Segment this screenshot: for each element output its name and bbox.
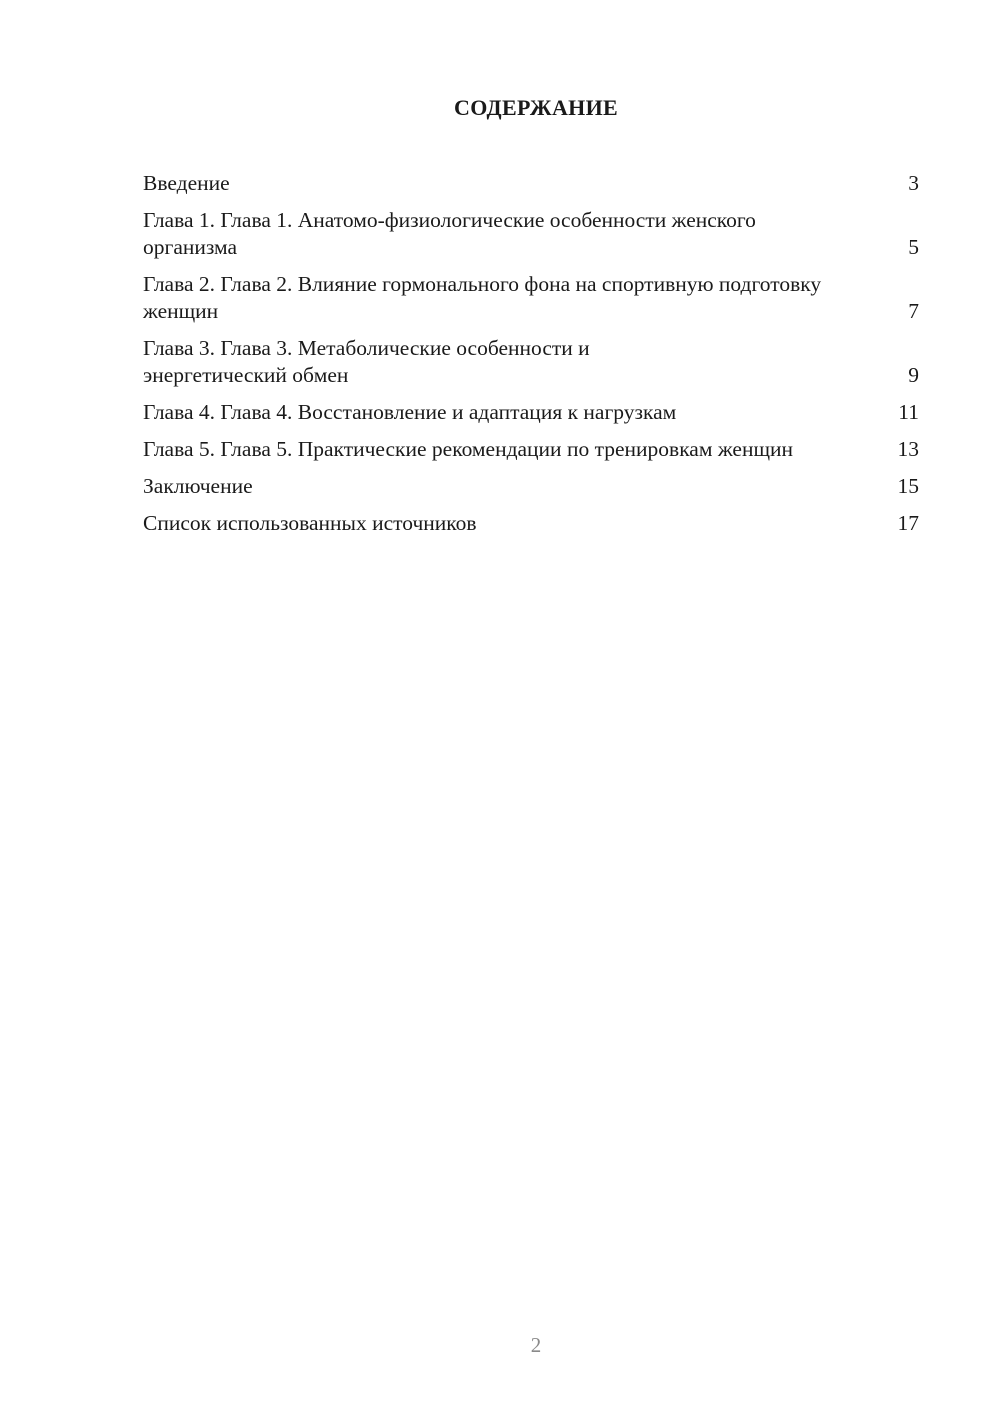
toc-entry-title: Глава 4. Глава 4. Восстановление и адаптация к нагрузкам [143, 400, 677, 424]
toc-entry-title: Список использованных источников [143, 511, 477, 535]
toc-entry-page: 7 [908, 299, 919, 323]
toc-entry-page: 5 [908, 235, 919, 259]
toc-list [143, 170, 919, 547]
toc-entry-title: Заключение [143, 474, 253, 498]
toc-entry-page: 13 [897, 437, 919, 461]
toc-entry-page: 11 [898, 400, 919, 424]
toc-entry-page: 17 [897, 511, 919, 535]
toc-entry-page: 15 [897, 474, 919, 498]
toc-entry-chapter-5 [143, 436, 919, 463]
toc-entry-chapter-1 [143, 207, 919, 261]
toc-entry-title: Глава 5. Глава 5. Практические рекомендации по тренировкам женщин [143, 437, 794, 461]
toc-entry-conclusion [143, 473, 919, 500]
toc-entry-introduction [143, 170, 919, 197]
toc-entry-title: Глава 2. Глава 2. Влияние гормонального фона на спортивную подготовку женщин [143, 272, 822, 323]
toc-heading: СОДЕРЖАНИЕ [454, 95, 618, 120]
page-number: 2 [530, 1333, 542, 1357]
toc-entry-chapter-3 [143, 335, 919, 389]
toc-entry-chapter-4 [143, 399, 919, 426]
toc-entry-title: Введение [143, 171, 230, 195]
toc-entry-title: Глава 3. Глава 3. Метаболические особенности и энергетический обмен [143, 336, 590, 387]
toc-entry-chapter-2 [143, 271, 919, 325]
toc-entry-title: Глава 1. Глава 1. Анатомо-физиологические особенности женского организма [143, 208, 756, 259]
toc-entry-references [143, 510, 919, 537]
toc-entry-page: 9 [908, 363, 919, 387]
toc-entry-page: 3 [908, 171, 919, 195]
